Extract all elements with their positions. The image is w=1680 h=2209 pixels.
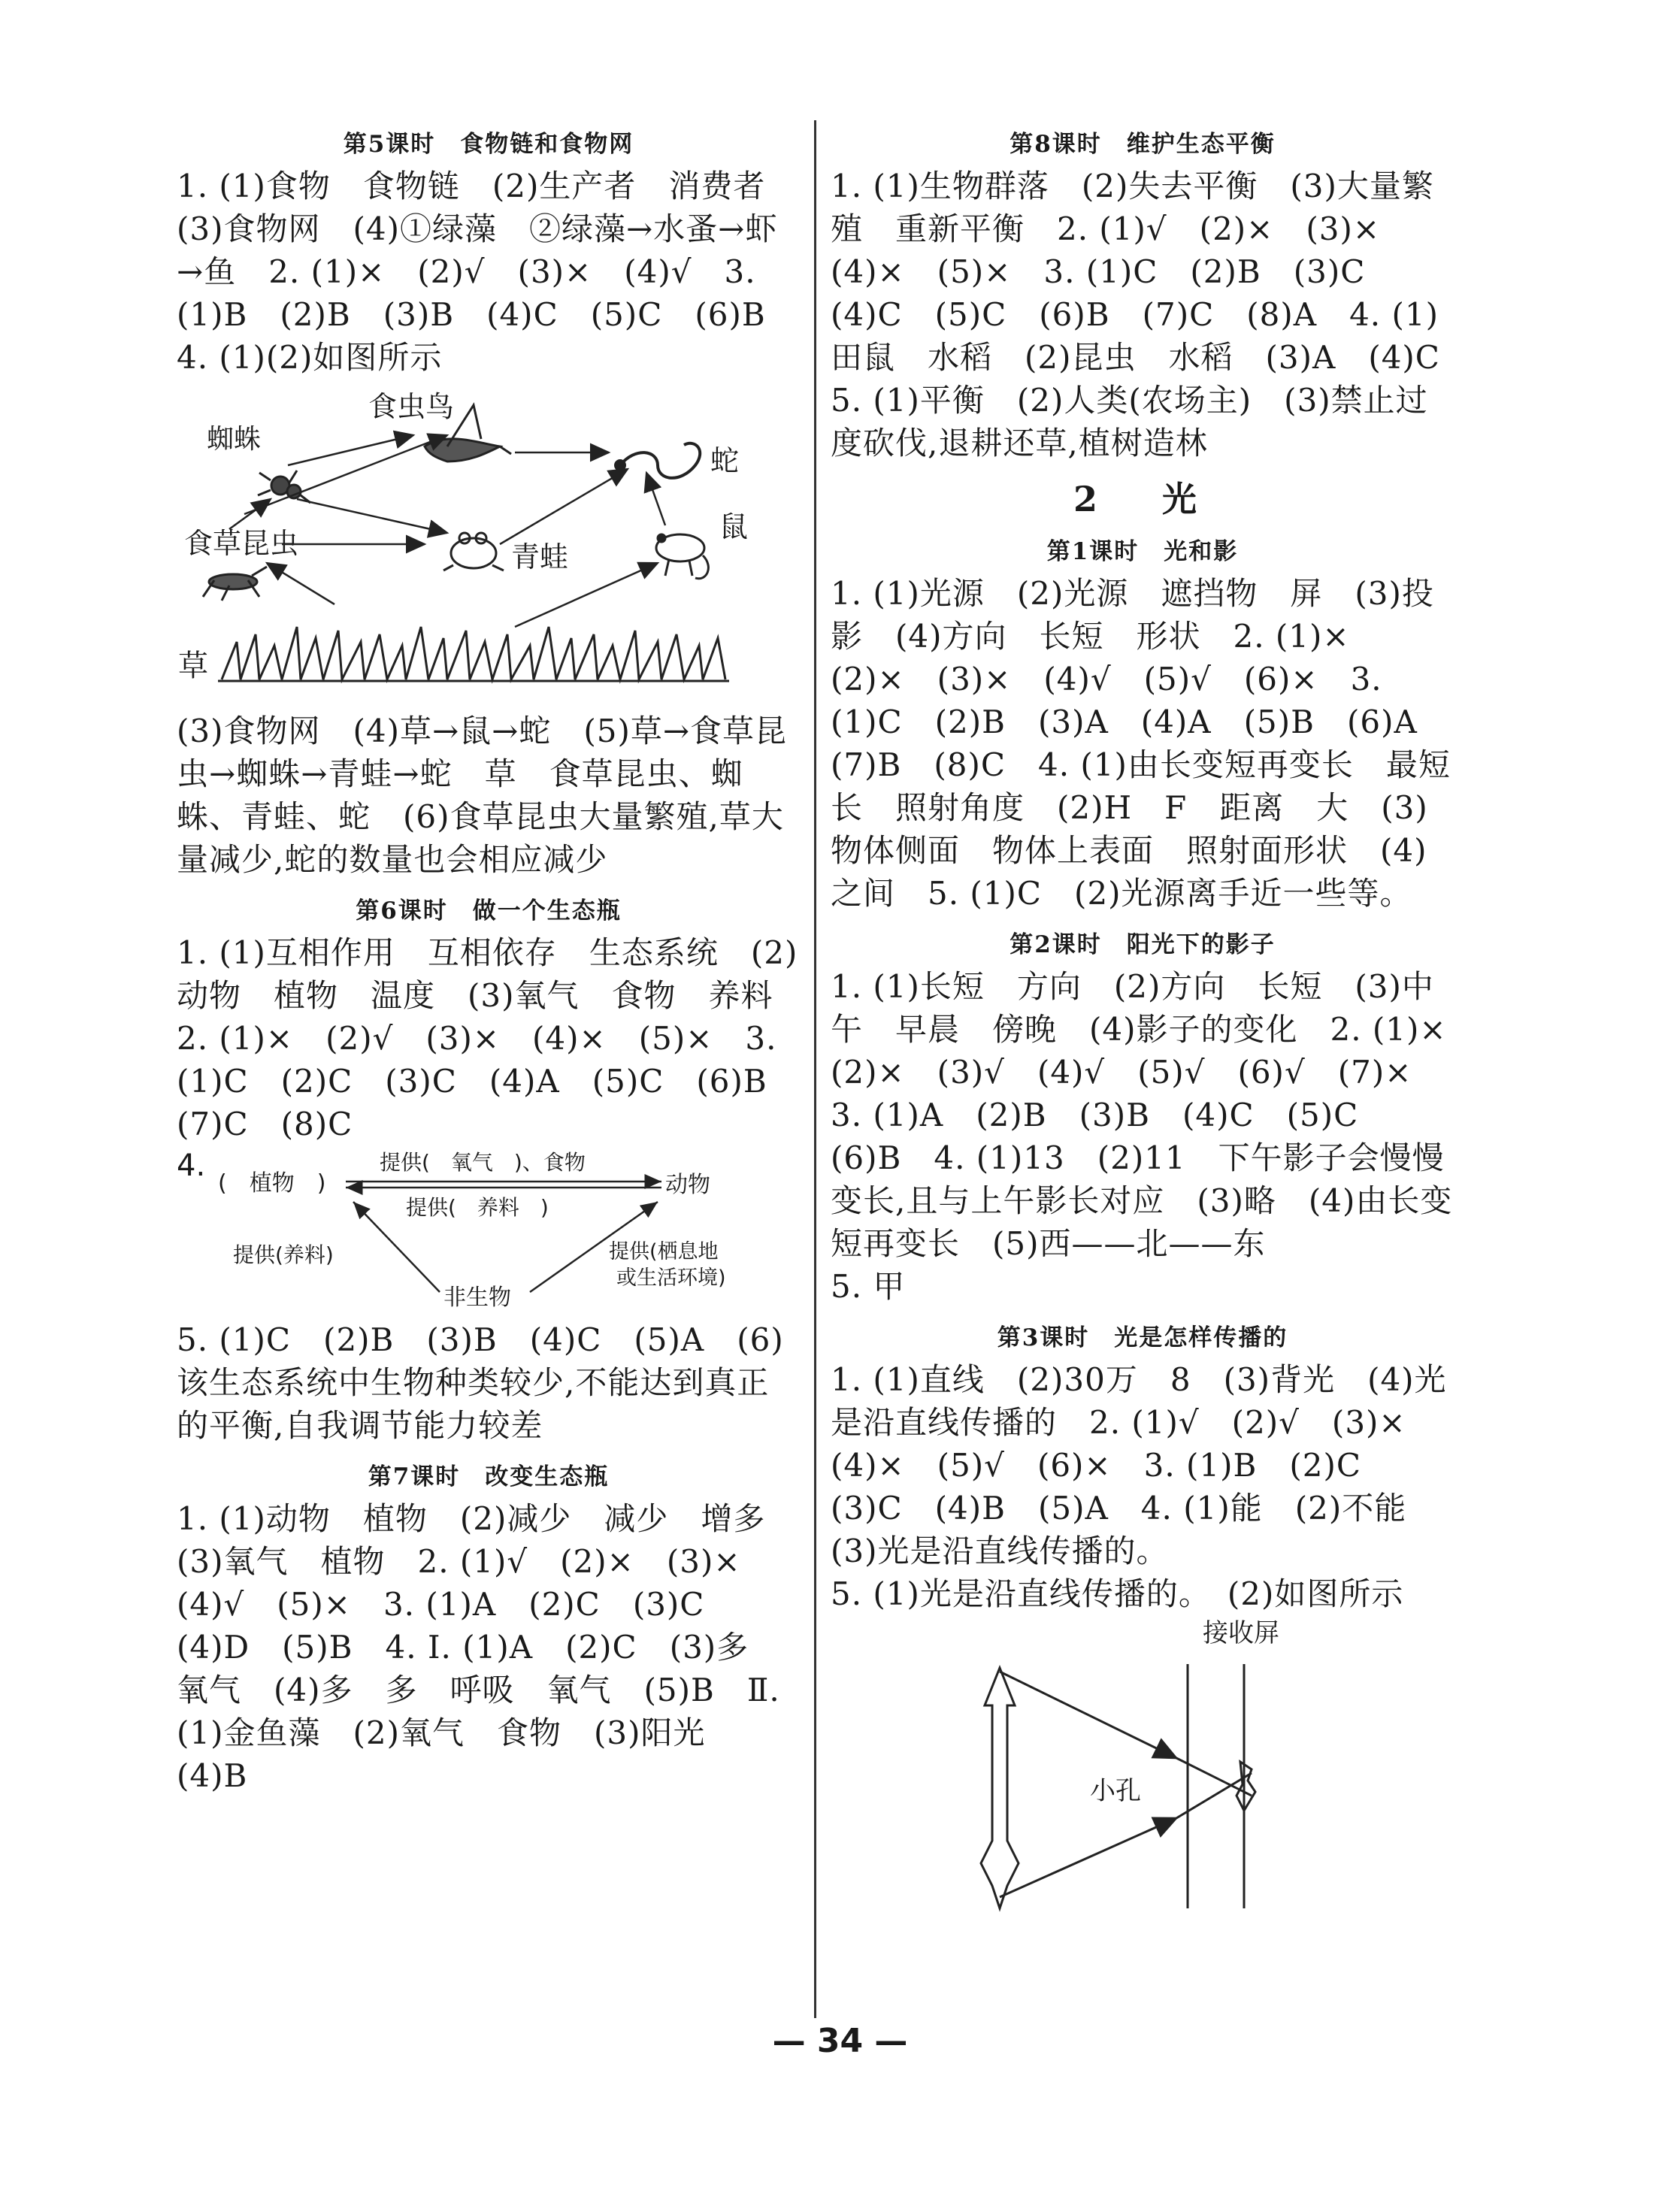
lesson5-title: 第5课时 食物链和食物网 <box>343 131 634 158</box>
lesson7-title: 第7课时 改变生态瓶 <box>368 1463 610 1490</box>
screen-label: 接收屏 <box>1203 1618 1279 1648</box>
q4-label: 4. <box>177 1148 206 1183</box>
label-grass: 草 <box>178 649 208 683</box>
lesson5-answers: 1. (1)食物 食物链 (2)生产者 消费者 (3)食物网 (4)①绿藻 ②绿藻→水蚤→虾→鱼 2. (1)× (2)√ (3)× (4)√ 3. (1)B (2)B (3)B (4)C (5)C (6)B <box>177 168 798 333</box>
ray-bottom <box>1000 1818 1176 1897</box>
label-spider: 蜘蛛 <box>207 424 262 455</box>
lesson6-answers: 1. (1)互相作用 互相依存 生态系统 (2)动物 植物 温度 (3)氧气 食物 养料 2. (1)× (2)√ (3)× (4)× (5)× 3. (1)C (2)C (3)C (4)A (5)C (6)B (7)C (8)C <box>177 934 806 1142</box>
diagram-provide-top: 提供( 氧气 )、食物 <box>380 1150 586 1175</box>
frog-icon <box>443 533 504 570</box>
light-lesson3-answers: 1. (1)直线 (2)30万 8 (3)背光 (4)光是沿直线传播的 2. (1)√ (2)√ (3)× (4)× (5)√ (6)× 3. (1)B (2)C (3)C (4)B (5)A 4. (1)能 (2)不能 (3)光是沿直线传播的。 <box>831 1361 1447 1569</box>
lesson7-answers: 1. (1)动物 植物 (2)减少 减少 增多 (3)氧气 植物 2. (1)√ (2)× (3)× (4)√ (5)× 3. (1)A (2)C (3)C (4)D (5)B 4. Ⅰ. (1)A (2)C (3)多 氧气 (4)多 多 呼吸 氧气 (5)B Ⅱ. (1)金鱼藻 (2)氧气 食物 (3)阳光 (4)B <box>177 1500 798 1794</box>
light-lesson1-title: 第1课时 光和影 <box>1046 538 1239 565</box>
light-lesson3-title: 第3课时 光是怎样传播的 <box>997 1324 1288 1351</box>
object-arrow-icon <box>981 1668 1019 1908</box>
right-column <box>831 120 1483 1916</box>
label-grass-insect: 食草昆虫 <box>184 527 299 560</box>
lesson5-answers-cont: (3)食物网 (4)草→鼠→蛇 (5)草→食草昆虫→蜘蛛→青蛙→蛇 草 食草昆虫、蜘蛛、青蛙、蛇 (6)食草昆虫大量繁殖,草大量减少,蛇的数量也会相应减少 <box>177 713 788 878</box>
diagram-provide-left: 提供(养料) <box>233 1242 334 1267</box>
light-lesson2-q5: 5. 甲 <box>831 1268 906 1305</box>
hole-label: 小孔 <box>1090 1776 1141 1806</box>
label-snake: 蛇 <box>710 444 740 477</box>
lesson8-title: 第8课时 维护生态平衡 <box>1010 131 1276 158</box>
image-icon <box>1237 1762 1255 1811</box>
grass-icon <box>218 627 729 681</box>
diagram-animal: 动物 <box>665 1172 710 1198</box>
label-insect-bird: 食虫鸟 <box>368 390 455 423</box>
column-divider <box>814 120 816 2018</box>
label-frog: 青蛙 <box>511 540 569 573</box>
diagram-nonliving: 非生物 <box>443 1285 511 1311</box>
light-lesson1-answers: 1. (1)光源 (2)光源 遮挡物 屏 (3)投影 (4)方向 长短 形状 2. (1)× (2)× (3)× (4)√ (5)√ (6)× 3. (1)C (2)B (3)A (4)A (5)B (6)A (7)B (8)C 4. (1)由长变短再变长 最短 长 照射角度 (2)H F 距离 大 (3)物体侧面 物体上表面 照射面形状 (4)之间 5. (1)C (2)光源离手近一些等。 <box>831 575 1483 912</box>
snake-icon <box>616 443 700 478</box>
lesson5-q4: 4. (1)(2)如图所示 <box>177 339 443 376</box>
diagram-provide-mid: 提供( 养料 ) <box>406 1195 549 1220</box>
lesson6-answers-cont: 5. (1)C (2)B (3)B (4)C (5)A (6)该生态系统中生物种类较少,不能达到真正的平衡,自我调节能力较差 <box>177 1321 784 1444</box>
mouse-icon <box>656 534 708 579</box>
diagram-plant: ( 植物 ) <box>218 1170 326 1197</box>
chapter-title: 2 光 <box>1073 479 1212 519</box>
ecosystem-diagram <box>177 1145 801 1318</box>
diagram-provide-right-2: 或生活环境) <box>616 1266 726 1290</box>
ray-top <box>1000 1672 1176 1758</box>
page-number: — 34 — <box>772 2022 908 2060</box>
diagram-provide-right-1: 提供(栖息地 <box>609 1240 719 1263</box>
grasshopper-icon <box>203 567 267 601</box>
left-column <box>177 120 806 1797</box>
pinhole-diagram <box>831 1615 1454 1916</box>
light-lesson2-answers: 1. (1)长短 方向 (2)方向 长短 (3)中午 早晨 傍晚 (4)影子的变化 2. (1)× (2)× (3)√ (4)√ (5)√ (6)√ (7)× 3. (1)A (2)B (3)B (4)C (5)C (6)B 4. (1)13 (2)11 下午影子会慢慢变长,且与上午影长对应 (3)略 (4)由长变短再变长 (5)西——北——东 <box>831 968 1479 1262</box>
lesson8-answers: 1. (1)生物群落 (2)失去平衡 (3)大量繁殖 重新平衡 2. (1)√ (2)× (3)× (4)× (5)× 3. (1)C (2)B (3)C (4)C (5)C (6)B (7)C (8)A 4. (1)田鼠 水稻 (2)昆虫 水稻 (3)A (4)C 5. (1)平衡 (2)人类(农场主) (3)禁止过度砍伐,退耕还草,植树造林 <box>831 168 1473 461</box>
light-lesson3-q5: 5. (1)光是沿直线传播的。 (2)如图所示 <box>831 1575 1404 1612</box>
lesson6-title: 第6课时 做一个生态瓶 <box>356 897 622 924</box>
food-web-diagram <box>177 379 801 710</box>
label-mouse: 鼠 <box>719 510 749 543</box>
light-lesson2-title: 第2课时 阳光下的影子 <box>1010 931 1276 958</box>
